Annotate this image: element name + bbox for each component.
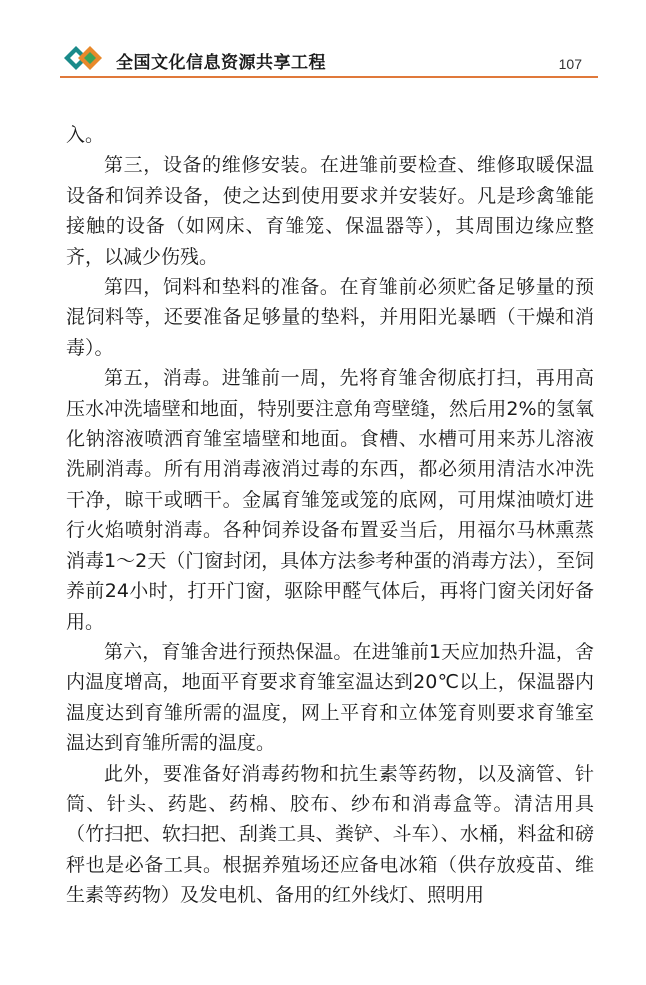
paragraph: 入。 (66, 124, 105, 146)
header-title: 全国文化信息资源共享工程 (116, 53, 326, 73)
paragraph: 第四，饲料和垫料的准备。在育雏前必须贮备足够量的预混饲料等，还要准备足够量的垫料，并用阳光暴晒（干燥和消毒）。 (66, 276, 594, 359)
paragraph: 第六，育雏舍进行预热保温。在进雏前1天应加热升温，舍内温度增高，地面平育要求育雏室温达到20℃以上，保温器内温度达到育雏所需的温度，网上平育和立体笼育则要求育雏室温达到育雏所需的温度。 (66, 640, 594, 755)
paragraph: 此外，要准备好消毒药物和抗生素等药物，以及滴管、针筒、针头、药匙、药棉、胶布、纱布和消毒盒等。清洁用具（竹扫把、软扫把、刮粪工具、粪铲、斗车）、水桶，料盆和磅秤也是必备工具。根据养殖场还应备电冰箱（供存放疫苗、维生素等药物）及发电机、备用的红外线灯、照明用 (66, 762, 594, 907)
header-rule (60, 76, 598, 78)
body-text (66, 120, 594, 911)
page-number: 107 (558, 56, 582, 72)
page-header (60, 36, 598, 80)
paragraph: 第三，设备的维修安装。在进雏前要检查、维修取暖保温设备和饲养设备，使之达到使用要求并安装好。凡是珍禽雏能接触的设备（如网床、育雏笼、保温器等），其周围边缘应整齐，以减少伤残。 (66, 154, 594, 268)
paragraph: 第五，消毒。进雏前一周，先将育雏舍彻底打扫，再用高压水冲洗墙壁和地面，特别要注意角弯壁缝，然后用2%的氢氧化钠溶液喷洒育雏室墙壁和地面。食槽、水槽可用来苏儿溶液洗刷消毒。所有用消毒液消过毒的东西，都必须用清洁水冲洗干净，晾干或晒干。金属育雏笼或笼的底网，可用煤油喷灯进行火焰喷射消毒。各种饲养设备布置妥当后，用福尔马林熏蒸消毒1～2天（门窗封闭，具体方法参考种蛋的消毒方法），至饲养前24小时，打开门窗，驱除甲醛气体后，再将门窗关闭好备用。 (66, 367, 594, 633)
logo-icon (60, 40, 108, 76)
